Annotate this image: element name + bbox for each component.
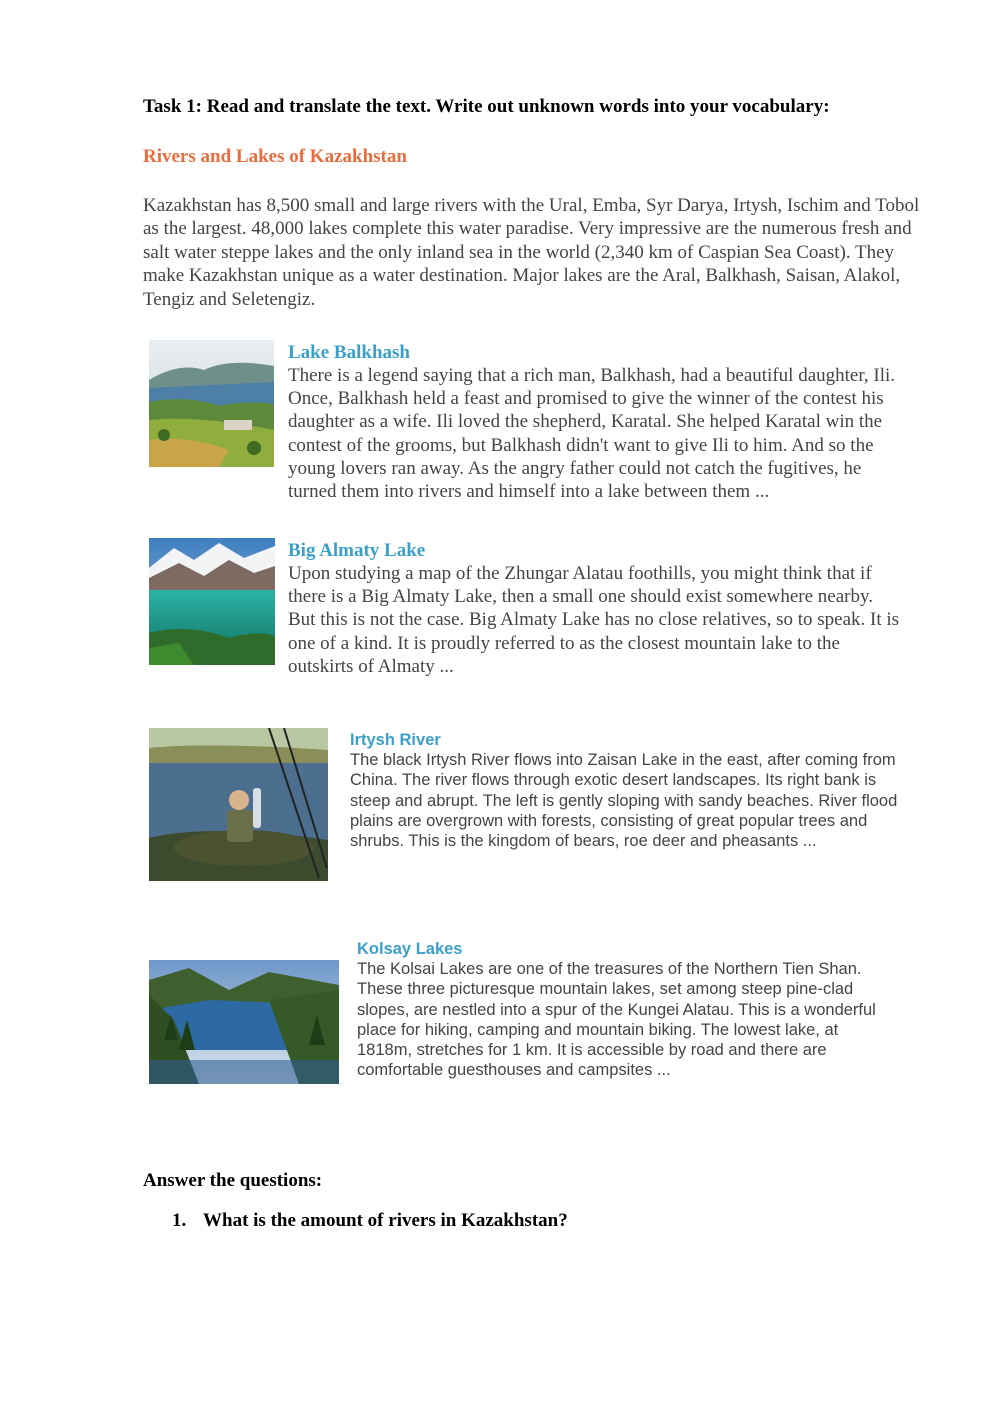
- section-text: The black Irtysh River flows into Zaisan Lake in the east, after coming from China. The river flows through exotic desert landscapes. Its right bank is steep and abrupt. The left is gently sloping with sandy beaches. River flood plains are overgrown with forests, consisting of great popular trees and shrubs. This is the kingdom of bears, roe deer and pheasants ...: [350, 751, 898, 851]
- section-title: Irtysh River: [350, 731, 441, 749]
- section-kolsay-lakes: [357, 939, 897, 1081]
- kolsay-lakes-photo: [149, 960, 339, 1084]
- section-title: Lake Balkhash: [288, 342, 410, 363]
- questions-title: Answer the questions:: [143, 1170, 323, 1191]
- intro-paragraph: Kazakhstan has 8,500 small and large rivers with the Ural, Emba, Syr Darya, Irtysh, Ischim and Tobol as the largest. 48,000 lakes complete this water paradise. Very impressive are the numerous fresh and salt water steppe lakes and the only inland sea in the world (2,340 km of Caspian Sea Coast). They make Kazakhstan unique as a water destination. Major lakes are the Aral, Balkhash, Saisan, Alakol, Tengiz and Seletengiz.: [143, 195, 920, 310]
- section-irtysh-river: [350, 730, 910, 851]
- task-title: Task 1: Read and translate the text. Write out unknown words into your vocabulary:: [143, 96, 830, 117]
- section-title: Kolsay Lakes: [357, 940, 463, 958]
- irtysh-river-photo: [149, 728, 328, 881]
- section-title: Big Almaty Lake: [288, 540, 426, 561]
- section-text: Upon studying a map of the Zhungar Alatau foothills, you might think that if there is a Big Almaty Lake, then a small one should exist somewhere nearby. But this is not the case. Big Almaty Lake has no close relatives, so to speak. It is one of a kind. It is proudly referred to as the closest mountain lake to the outskirts of Almaty ...: [288, 563, 900, 677]
- question-number: 1.: [172, 1210, 187, 1231]
- big-almaty-lake-photo: [149, 538, 275, 665]
- section-text: There is a legend saying that a rich man, Balkhash, had a beautiful daughter, Ili. Once, Balkhash held a feast and promised to give the winner of the contest his daughter as a wife. Ili loved the shepherd, Karatal. She helped Karatal win the contest of the grooms, but Balkhash didn't want to give Ili to him. And so the young lovers ran away. As the angry father could not catch the fugitives, he turned them into rivers and himself into a lake between them ...: [288, 365, 896, 503]
- section-big-almaty-lake: [288, 539, 903, 678]
- question-item: [172, 1210, 568, 1232]
- question-text: What is the amount of rivers in Kazakhstan?: [203, 1210, 568, 1231]
- section-lake-balkhash: [288, 341, 903, 503]
- document-heading: Rivers and Lakes of Kazakhstan: [143, 146, 407, 167]
- section-text: The Kolsai Lakes are one of the treasures of the Northern Tien Shan. These three picturesque mountain lakes, set among steep pine-clad slopes, are nestled into a spur of the Kungei Alatau. This is a wonderful place for hiking, camping and mountain biking. The lowest lake, at 1818m, stretches for 1 km. It is accessible by road and there are comfortable guesthouses and campsites ...: [357, 960, 876, 1080]
- lake-balkhash-photo: [149, 340, 274, 467]
